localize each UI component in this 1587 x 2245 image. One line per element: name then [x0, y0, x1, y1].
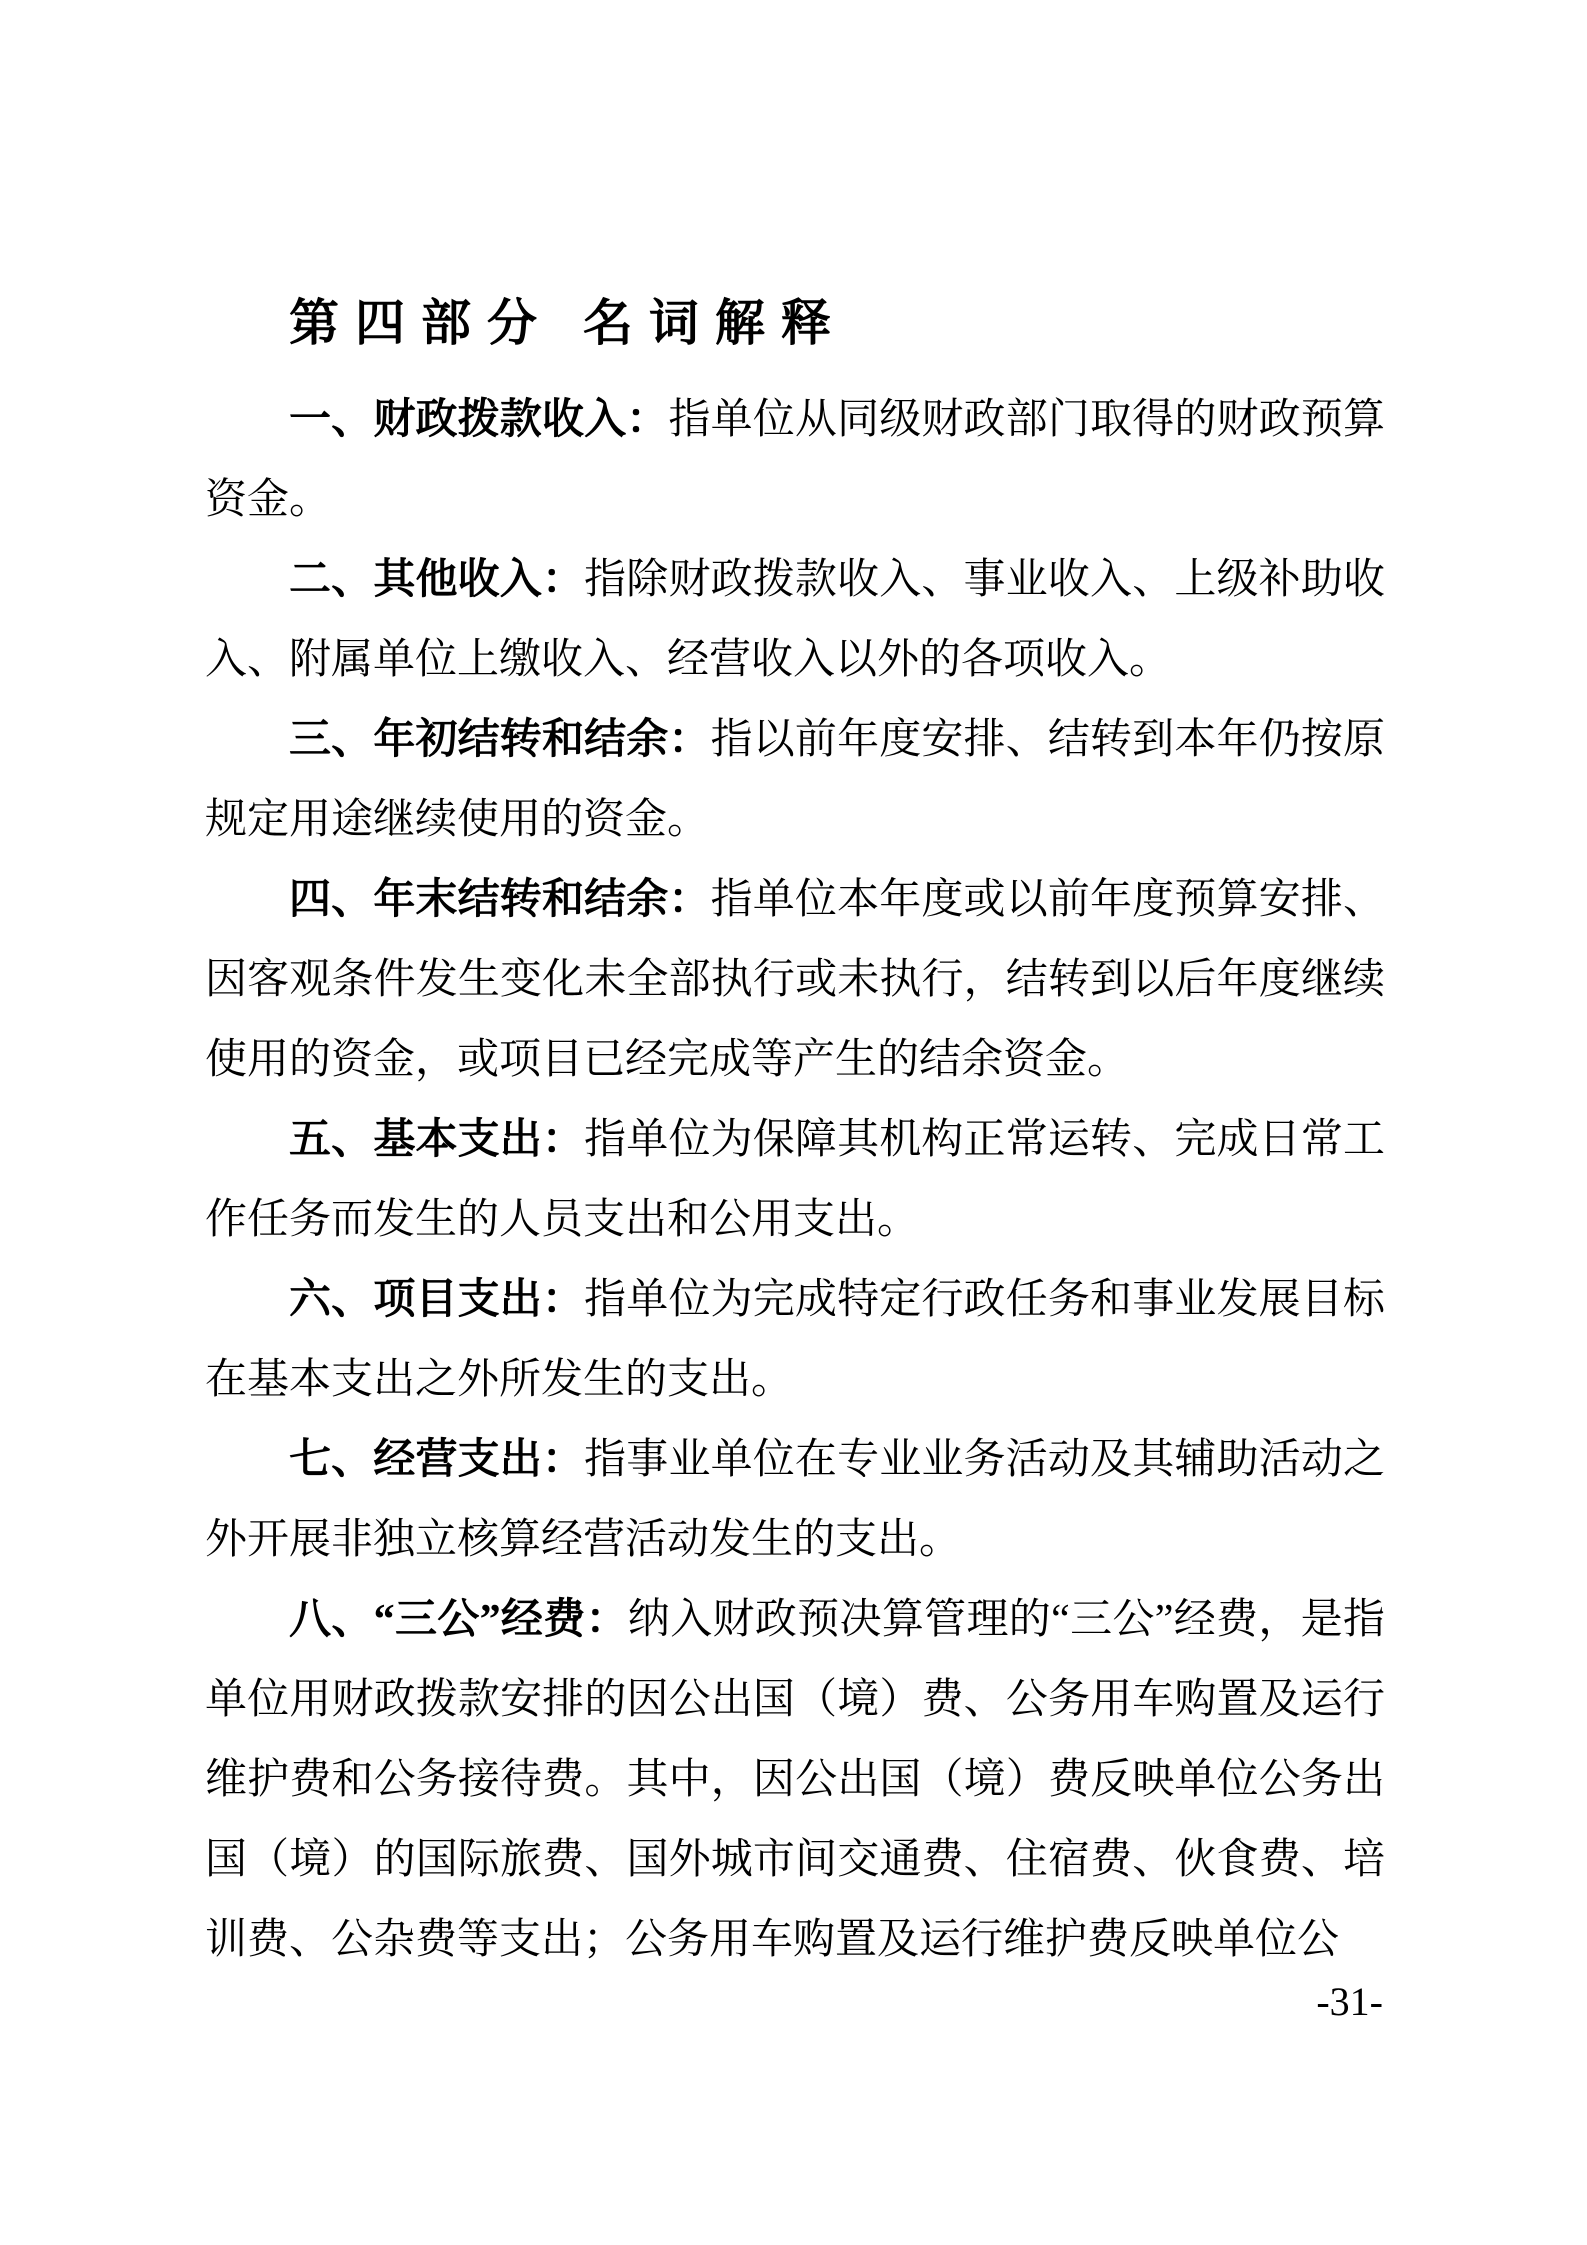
- definition-text: 指单位本年度或以前年度预算安排、因客观条件发生变化未全部执行或未执行，结转到以后年度继续使用的资金，或项目已经完成等产生的结余资金。: [205, 877, 1385, 1083]
- definition-paragraph: [205, 540, 1385, 700]
- definition-text: 指以前年度安排、结转到本年仍按原规定用途继续使用的资金。: [205, 717, 1385, 843]
- definition-paragraph: [205, 1100, 1385, 1260]
- definition-text: 指除财政拨款收入、事业收入、上级补助收入、附属单位上缴收入、经营收入以外的各项收入。: [205, 557, 1385, 683]
- definition-text: 指单位为完成特定行政任务和事业发展目标在基本支出之外所发生的支出。: [205, 1277, 1385, 1403]
- definition-term: 七、经营支出：: [289, 1437, 585, 1483]
- definition-paragraph: [205, 1260, 1385, 1420]
- page-number: -31-: [1316, 1979, 1383, 2024]
- definition-term: 八、“三公”经费：: [289, 1597, 628, 1643]
- definition-paragraph: [205, 700, 1385, 860]
- definition-paragraph: [205, 380, 1385, 540]
- document-content: [205, 292, 1385, 1980]
- definition-text: 指事业单位在专业业务活动及其辅助活动之外开展非独立核算经营活动发生的支出。: [205, 1437, 1385, 1563]
- definition-term: 六、项目支出：: [289, 1277, 585, 1323]
- definition-term: 五、基本支出：: [289, 1117, 585, 1163]
- definition-term: 二、其他收入：: [289, 557, 585, 603]
- definition-term: 一、财政拨款收入：: [289, 397, 669, 443]
- definition-term: 四、年末结转和结余：: [289, 877, 711, 923]
- definition-text: 指单位从同级财政部门取得的财政预算资金。: [205, 397, 1385, 523]
- definition-term: 三、年初结转和结余：: [289, 717, 711, 763]
- definition-paragraph: [205, 1420, 1385, 1580]
- definition-text: 指单位为保障其机构正常运转、完成日常工作任务而发生的人员支出和公用支出。: [205, 1117, 1385, 1243]
- definition-paragraph: [205, 1580, 1385, 1980]
- definition-text: 纳入财政预决算管理的“三公”经费，是指单位用财政拨款安排的因公出国（境）费、公务用车购置及运行维护费和公务接待费。其中，因公出国（境）费反映单位公务出国（境）的国际旅费、国外城市间交通费、住宿费、伙食费、培训费、公杂费等支出；公务用车购置及运行维护费反映单位公: [205, 1597, 1385, 1963]
- section-heading: 第四部分 名词解释: [289, 295, 847, 351]
- definition-paragraph: [205, 860, 1385, 1100]
